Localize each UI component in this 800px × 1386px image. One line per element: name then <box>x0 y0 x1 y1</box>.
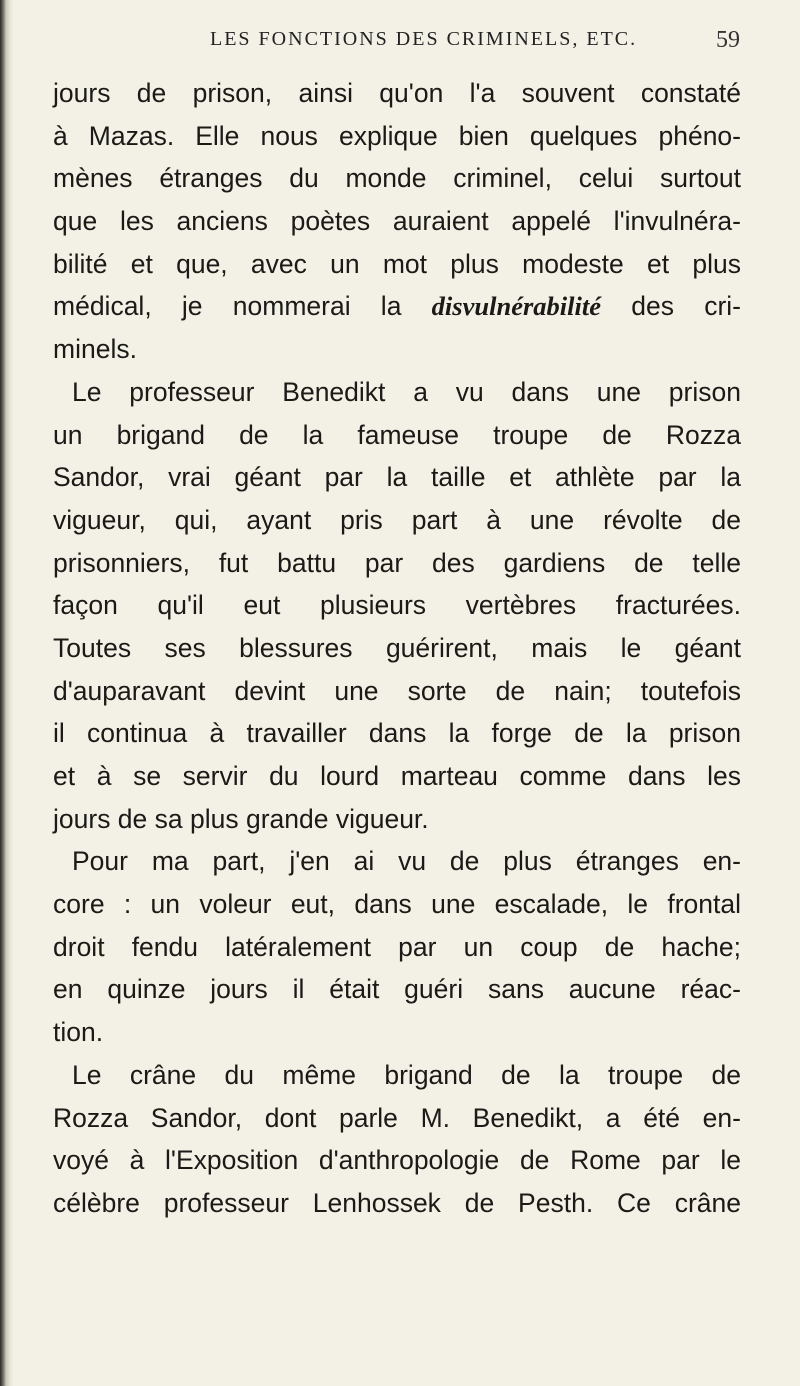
paragraph-end-line: minels. <box>53 334 137 365</box>
text-line: à Mazas. Elle nous explique bien quelques phéno- <box>53 120 741 151</box>
running-header <box>100 28 740 60</box>
text-line <box>53 285 741 328</box>
running-header-title: LES FONCTIONS DES CRIMINELS, ETC. <box>210 28 638 50</box>
text-line: vigueur, qui, ayant pris part à une révolte de <box>53 504 741 535</box>
text-run: des cri- <box>601 291 741 322</box>
text-line: core : un voleur eut, dans une escalade, le frontal <box>53 889 741 920</box>
text-line: il continua à travailler dans la forge de la prison <box>53 718 741 749</box>
text-line: Rozza Sandor, dont parle M. Benedikt, a été en- <box>53 1102 741 1133</box>
text-line: célèbre professeur Lenhossek de Pesth. Ce crâne <box>53 1187 741 1218</box>
text-line: en quinze jours il était guéri sans aucune réac- <box>53 974 741 1005</box>
text-line: un brigand de la fameuse troupe de Rozza <box>53 419 741 450</box>
text-line: et à se servir du lourd marteau comme dans les <box>53 761 741 791</box>
text-line: Toutes ses blessures guérirent, mais le géant <box>53 632 741 663</box>
text-line: façon qu'il eut plusieurs vertèbres fracturées. <box>53 590 741 621</box>
text-line: Sandor, vrai géant par la taille et athlète par la <box>53 462 741 493</box>
paragraph-start-line: Le professeur Benedikt a vu dans une prison <box>72 376 741 407</box>
body-text <box>53 72 741 1225</box>
text-line: d'auparavant devint une sorte de nain; toutefois <box>53 675 741 706</box>
paragraph-start-line: Le crâne du même brigand de la troupe de <box>72 1059 741 1090</box>
text-line: bilité et que, avec un mot plus modeste et plus <box>53 248 741 279</box>
text-line: voyé à l'Exposition d'anthropologie de Rome par le <box>53 1145 741 1176</box>
text-line: prisonniers, fut battu par des gardiens de telle <box>53 547 741 578</box>
text-line: jours de prison, ainsi qu'on l'a souvent constaté <box>53 78 741 108</box>
page-number: 59 <box>716 27 740 53</box>
text-line: mènes étranges du monde criminel, celui surtout <box>53 163 741 194</box>
text-line: droit fendu latéralement par un coup de hache; <box>53 931 741 962</box>
paragraph-end-line: tion. <box>53 1017 104 1048</box>
italic-term: disvulnérabilité <box>431 291 601 322</box>
text-line: que les anciens poètes auraient appelé l'invulnéra- <box>53 206 741 237</box>
paragraph-end-line: jours de sa plus grande vigueur. <box>53 803 429 834</box>
paragraph-start-line: Pour ma part, j'en ai vu de plus étranges en- <box>72 846 741 877</box>
text-run: médical, je nommerai la <box>53 291 432 322</box>
